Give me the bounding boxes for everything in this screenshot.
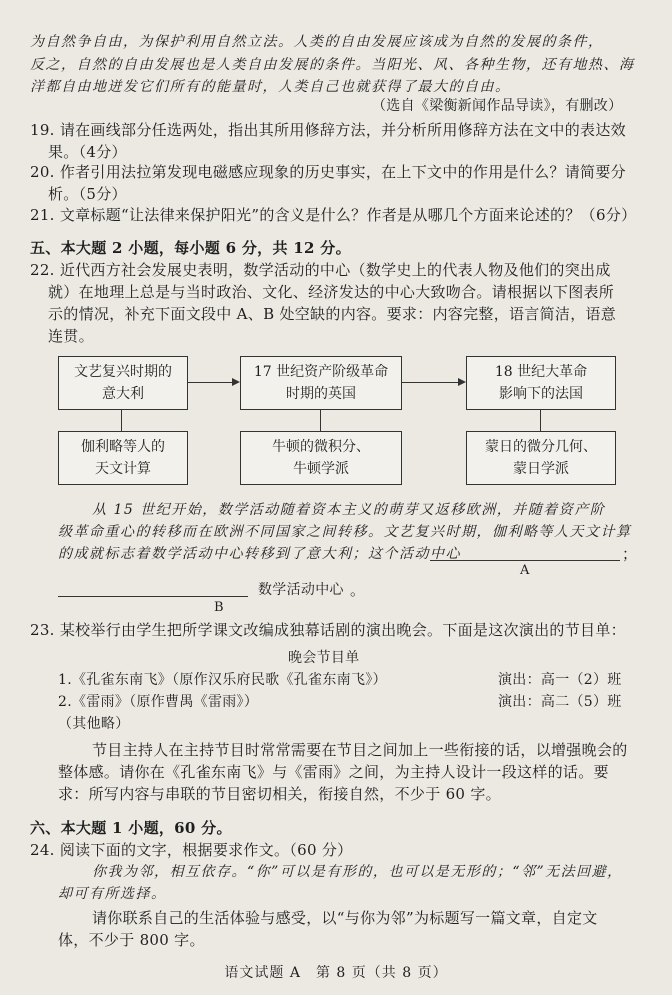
- q23-task: 求：所写内容与串联的节目密切相关，衔接自然，不少于 60 字。: [58, 785, 501, 803]
- program-item: 2.《雷雨》（原作曹禺《雷雨》）: [58, 694, 259, 710]
- q22-text-line: 从 15 世纪开始，数学活动随着资本主义的萌芽又返移欧洲，并随着资产阶: [92, 502, 606, 518]
- question-22-cont: 就）在地理上总是与当时政治、文化、经济发达的中心大致吻合。请根据以下图表所: [48, 283, 615, 301]
- question-20: 20. 作者引用法拉第发现电磁感应现象的历史事实，在上下文中的作用是什么？请简要分: [30, 163, 626, 181]
- q22-text-line: 级革命重心的转移而在欧洲不同国家之间转移。文艺复兴时期，伽利略等人天文计算: [58, 524, 632, 540]
- question-19-cont: 果。（4分）: [48, 143, 127, 161]
- program-title: 晚会节目单: [288, 650, 360, 666]
- arrow-right-icon: [402, 382, 464, 383]
- q22-text-line: 的成就标志着数学活动中心转移到了意大利；这个活动中心: [58, 546, 461, 562]
- question-22: 22. 近代西方社会发展史表明，数学活动的中心（数学史上的代表人物及他们的突出成: [30, 261, 611, 279]
- period: 。: [350, 581, 366, 599]
- section-5-heading: 五、本大题 2 小题，每小题 6 分，共 12 分。: [30, 239, 351, 257]
- connector-line: [121, 409, 122, 431]
- program-etc: （其他略）: [58, 716, 130, 732]
- passage-source: （选自《梁衡新闻作品导读》，有删改）: [372, 98, 623, 114]
- diagram-box-england: 17 世纪资产阶级革命 时期的英国: [240, 356, 402, 410]
- label-a: A: [520, 563, 530, 578]
- diagram-box-france: 18 世纪大革命 影响下的法国: [466, 356, 616, 410]
- program-item: 1.《孔雀东南飞》（原作汉乐府民歌《孔雀东南飞》）: [58, 672, 387, 688]
- passage-line: 反之，自然的自由发展也是人类自由发展的条件。当阳光、风、各种生物，还有地热、海: [30, 57, 635, 73]
- connector-line: [540, 409, 541, 431]
- question-21: 21. 文章标题“让法律来保护阳光”的含义是什么？作者是从哪几个方面来论述的？（6分）: [30, 206, 637, 224]
- passage-line: 为自然争自由，为保护利用自然立法。人类的自由发展应该成为自然的发展的条件，: [30, 34, 604, 50]
- program-performer: 演出：高二（5）班: [498, 694, 622, 710]
- q24-quote: 却可有所选择。: [58, 886, 167, 902]
- blank-b[interactable]: [58, 596, 248, 597]
- program-performer: 演出：高一（2）班: [498, 672, 622, 688]
- diagram-box-italy: 文艺复兴时期的 意大利: [58, 356, 188, 410]
- section-6-heading: 六、本大题 1 小题，60 分。: [30, 819, 232, 837]
- page-footer: 语文试题 A 第 8 页（共 8 页）: [224, 965, 448, 981]
- q23-task: 整体感。请你在《孔雀东南飞》与《雷雨》之间，为主持人设计一段这样的话。要: [58, 763, 609, 781]
- diagram-box-galileo: 伽利略等人的 天文计算: [58, 431, 188, 485]
- semicolon: ；: [622, 545, 638, 563]
- passage-line: 洋都自由地迸发它们所有的能量时，人类自己也就获得了最大的自由。: [30, 79, 511, 95]
- diagram-box-newton: 牛顿的微积分、 牛顿学派: [240, 431, 402, 485]
- q24-requirement: 请你联系自己的生活体验与感受，以“与你为邻”为标题写一篇文章，自定文: [92, 909, 598, 927]
- question-24: 24. 阅读下面的文字，根据要求作文。（60 分）: [30, 841, 353, 859]
- q22-text-line: 数学活动中心: [258, 582, 344, 598]
- question-22-cont: 示的情况，补充下面文段中 A、B 处空缺的内容。要求：内容完整，语言简洁，语意: [48, 305, 617, 323]
- q24-requirement: 体，不少于 800 字。: [58, 931, 205, 949]
- arrow-right-icon: [188, 382, 238, 383]
- question-20-cont: 析。（5分）: [48, 185, 127, 203]
- connector-line: [320, 409, 321, 431]
- question-22-cont: 连贯。: [48, 327, 94, 345]
- question-19: 19. 请在画线部分任选两处，指出其所用修辞方法，并分析所用修辞方法在文中的表达效: [30, 121, 626, 139]
- question-23: 23. 某校举行由学生把所学课文改编成独幕话剧的演出晚会。下面是这次演出的节目单：: [30, 621, 626, 639]
- label-b: B: [214, 600, 224, 615]
- diagram-box-monge: 蒙日的微分几何、 蒙日学派: [466, 431, 616, 485]
- q24-quote: 你我为邻，相互依存。“你”可以是有形的，也可以是无形的；“邻”无法回避，: [92, 864, 623, 880]
- q23-task: 节目主持人在主持节目时常常需要在节目之间加上一些衔接的话，以增强晚会的: [92, 741, 628, 759]
